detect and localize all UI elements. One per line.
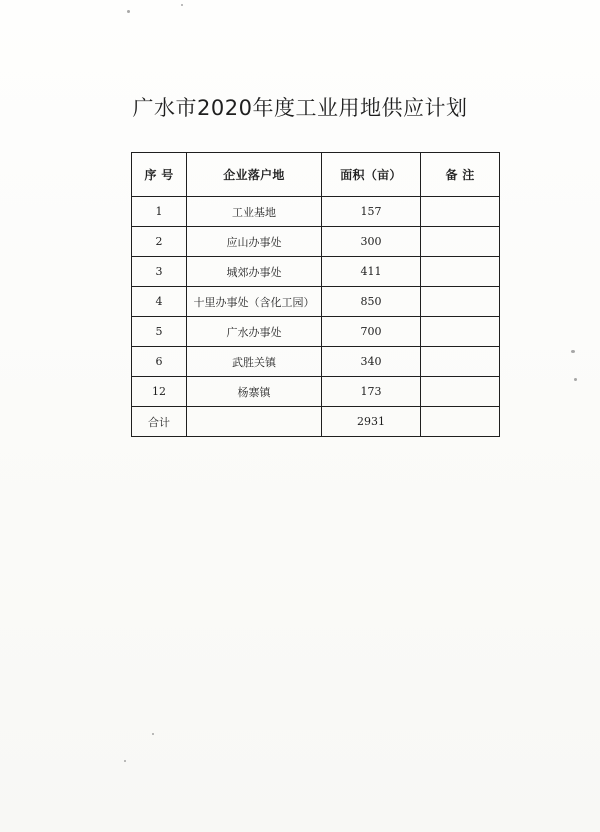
scan-speck (181, 4, 183, 6)
table-row (132, 287, 500, 317)
header-serial: 序 号 (132, 153, 187, 197)
cell-location: 工业基地 (187, 197, 322, 227)
cell-location: 广水办事处 (187, 317, 322, 347)
cell-notes (421, 317, 500, 347)
scan-speck (127, 10, 130, 13)
cell-notes (421, 287, 500, 317)
scan-speck (124, 760, 126, 762)
header-notes: 备 注 (421, 153, 500, 197)
page-title: 广水市2020年度工业用地供应计划 (132, 96, 468, 120)
cell-area: 700 (322, 317, 421, 347)
total-location (187, 407, 322, 437)
cell-location: 城郊办事处 (187, 257, 322, 287)
table-header-row (132, 153, 500, 197)
scan-speck (571, 350, 575, 353)
total-label: 合计 (132, 407, 187, 437)
table-row (132, 317, 500, 347)
cell-serial: 4 (132, 287, 187, 317)
table-row (132, 197, 500, 227)
land-supply-table (131, 152, 500, 437)
cell-serial: 6 (132, 347, 187, 377)
table-row (132, 257, 500, 287)
header-location: 企业落户地 (187, 153, 322, 197)
scan-speck (152, 733, 154, 735)
scan-speck (574, 378, 577, 381)
total-notes (421, 407, 500, 437)
cell-area: 850 (322, 287, 421, 317)
cell-location: 十里办事处（含化工园） (187, 287, 322, 317)
cell-location: 应山办事处 (187, 227, 322, 257)
cell-serial: 2 (132, 227, 187, 257)
total-row (132, 407, 500, 437)
cell-serial: 5 (132, 317, 187, 347)
cell-serial: 3 (132, 257, 187, 287)
table-row (132, 377, 500, 407)
cell-serial: 1 (132, 197, 187, 227)
cell-area: 173 (322, 377, 421, 407)
cell-notes (421, 197, 500, 227)
cell-notes (421, 227, 500, 257)
cell-notes (421, 257, 500, 287)
table-row (132, 227, 500, 257)
cell-location: 武胜关镇 (187, 347, 322, 377)
cell-area: 340 (322, 347, 421, 377)
total-area: 2931 (322, 407, 421, 437)
cell-notes (421, 377, 500, 407)
cell-area: 300 (322, 227, 421, 257)
cell-serial: 12 (132, 377, 187, 407)
header-area: 面积（亩） (322, 153, 421, 197)
cell-location: 杨寨镇 (187, 377, 322, 407)
cell-area: 157 (322, 197, 421, 227)
cell-area: 411 (322, 257, 421, 287)
table-row (132, 347, 500, 377)
cell-notes (421, 347, 500, 377)
